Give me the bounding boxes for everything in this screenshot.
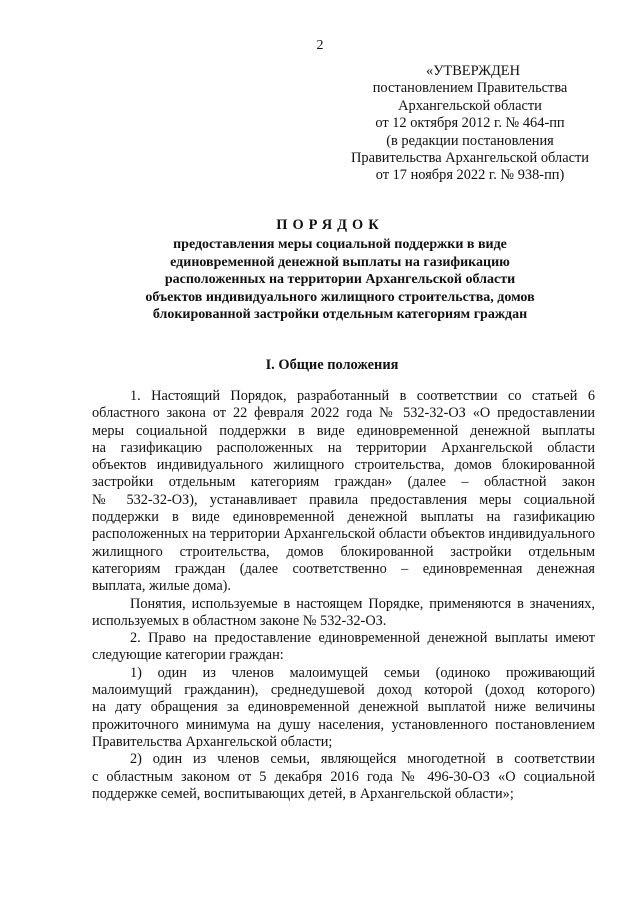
text-line: расположенных на территории Архангельской области объектов индивидуального [92,526,595,543]
text-line: 2) один из членов семьи, являющейся многодетной в соответствии [130,751,595,768]
subtitle-line: расположенных на территории Архангельской области [164,272,516,288]
approval-line: (в редакции постановления [386,132,554,149]
approval-line: Правительства Архангельской области [351,150,589,167]
approval-line: постановлением Правительства [372,80,568,97]
text-line: Правительства Архангельской области; [92,733,333,750]
text-line: жилищного строительства, домов блокированной застройки отдельным [92,543,595,560]
text-line: прожиточного минимума на душу населения, установленного постановлением [92,716,595,733]
text-line: с областным законом от 5 декабря 2016 года № 496-30-ОЗ «О социальной [92,768,595,785]
text-line: областного закона от 22 февраля 2022 года № 532-32-ОЗ «О предоставлении [92,405,595,422]
paragraph [92,665,595,751]
subtitle-line: предоставления меры социальной поддержки в виде [173,237,507,252]
text-line: следующие категории граждан: [92,647,284,664]
section-heading: I. Общие положения [265,357,399,373]
text-line: меры социальной поддержки в виде единовременной денежной выплаты [92,422,595,439]
text-line: поддержке семей, воспитывающих детей, в Архангельской области»; [92,785,514,802]
approval-block [330,63,610,185]
subtitle-line: объектов индивидуального жилищного строительства, домов [145,289,535,305]
text-line: используемых в областном законе № 532-32-ОЗ. [92,612,387,629]
text-line: поддержки в виде единовременной денежной выплаты на газификацию [92,509,595,526]
approval-line: от 17 ноября 2022 г. № 938-пп) [375,167,565,184]
text-line: № 532-32-ОЗ), устанавливает правила предоставления меры социальной [92,491,595,508]
approval-line: Архангельской области [398,97,542,114]
document-subtitle [100,236,580,324]
text-line: застройки отдельным категориям граждан» (далее – областной закон [92,474,595,491]
subtitle-line: блокированной застройки отдельным категориям граждан [152,307,528,323]
text-line: на газификацию расположенных на территории Архангельской области [92,439,595,456]
text-line: на дату обращения за единовременной денежной выплатой ниже величины [92,699,595,716]
text-line: малоимущий гражданин), среднедушевой доход которой (доход которого) [92,682,595,699]
paragraph [92,751,595,803]
text-line: Понятия, используемые в настоящем Порядке, применяются в значениях, [130,595,595,612]
text-line: выплата, жилые дома). [92,578,232,595]
paragraph [92,388,595,596]
page-number: 2 [316,38,324,53]
body-text [92,388,595,803]
approval-line: от 12 октября 2012 г. № 464-пп [375,115,565,132]
paragraph [92,630,595,665]
text-line: 2. Право на предоставление единовременной денежной выплаты имеют [130,630,595,647]
approval-line: «УТВЕРЖДЕН [426,63,520,79]
paragraph [92,596,595,631]
document-title: ПОРЯДОК [276,217,384,233]
subtitle-line: единовременной денежной выплаты на газификацию [170,254,510,270]
text-line: категориям граждан (далее соответственно – единовременная денежная [92,560,595,577]
text-line: объектов индивидуального жилищного строительства, домов блокированной [92,457,595,474]
text-line: 1. Настоящий Порядок, разработанный в соответствии со статьей 6 [130,388,595,404]
text-line: 1) один из членов малоимущей семьи (одиноко проживающий [130,664,595,681]
